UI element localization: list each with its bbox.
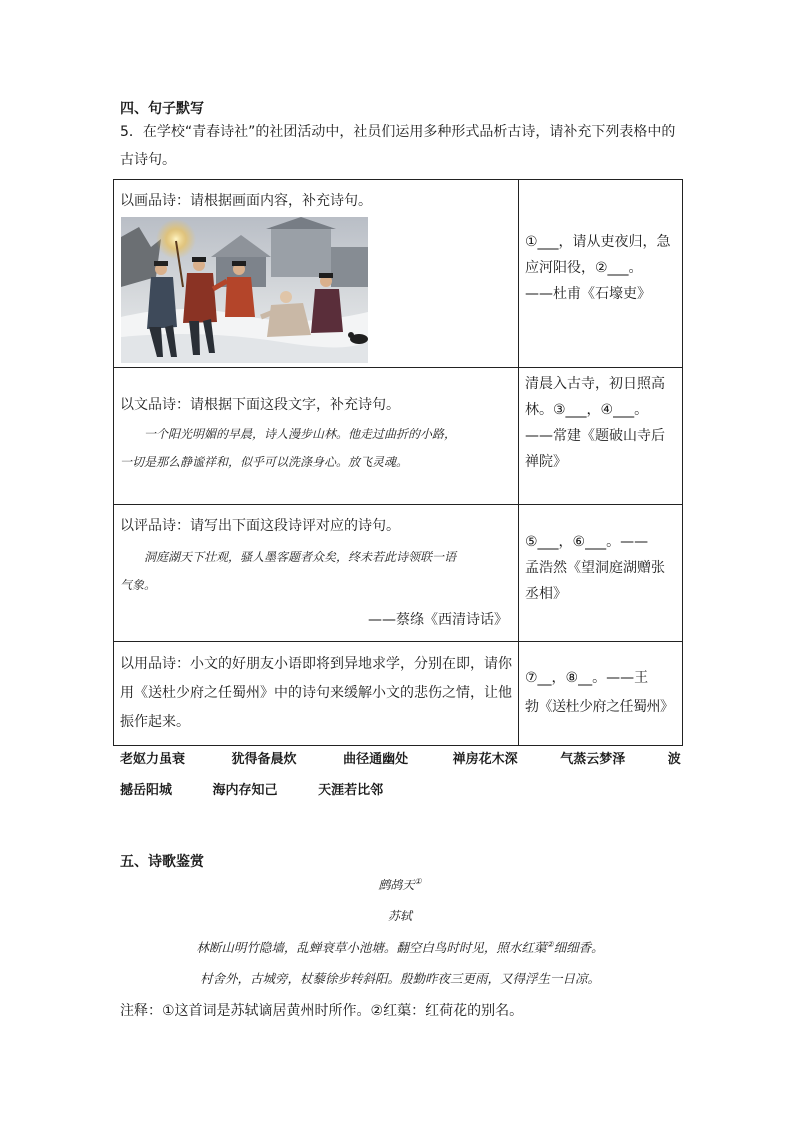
answer-key-item: 气蒸云梦泽 [560,752,626,767]
answer-text [525,229,679,307]
table-cell [114,642,519,746]
table-cell [519,642,683,746]
table-cell [114,505,519,642]
table-cell [114,180,519,368]
answer-text [525,529,679,607]
answer-line: 禅院》 [525,454,567,470]
poem-title [100,876,700,893]
question-line: 古诗句。 [120,152,176,168]
answer-key-item: 天涯若比邻 [318,783,384,798]
task-line: 振作起来。 [120,714,190,730]
table-row [114,180,683,368]
answer-key-item: 撼岳阳城 [120,783,173,798]
answer-text [525,664,685,722]
answer-line: 孟浩然《望洞庭湖赠张 [525,560,665,576]
task-line: 以用品诗：小文的好朋友小语即将到异地求学，分别在即，请你 [120,656,512,672]
task-line: 用《送杜少府之任蜀州》中的诗句来缓解小文的悲伤之情，让他 [120,685,512,701]
passage-source: ——蔡绦《西清诗话》 [368,612,508,628]
answer-line: 勃《送杜少府之任蜀州》 [525,699,674,715]
answer-line: ⑤___，⑥___。—— [525,534,649,550]
answer-key [120,744,690,806]
question-text [120,118,680,174]
answer-line: ——常建《题破山寺后 [525,428,665,444]
task-text [120,650,515,737]
table-cell [114,368,519,505]
poem-author: 苏轼 [387,909,412,923]
passage-line: 洞庭湖天下壮观，骚人墨客题者众矣，终未若此诗领联一语 [144,550,457,564]
footnote-marker: ② [546,939,554,949]
poem-table [113,179,683,746]
table-row [114,505,683,642]
table-row [114,642,683,746]
passage-text [120,420,510,476]
answer-line: 丞相》 [525,586,567,602]
table-cell [519,180,683,368]
answer-key-item: 禅房花木深 [452,752,518,767]
annotation-text: 注释：①这首词是苏轼谪居黄州时所作。②红蕖：红荷花的别名。 [120,1003,524,1019]
task-text: 以文品诗：请根据下面这段文字，补充诗句。 [120,397,400,413]
question-line: 5．在学校“青春诗社”的社团活动中，社员们运用多种形式品析古诗，请补充下列表格中的 [120,124,676,140]
answer-line: ⑦__，⑧__。——王 [525,670,649,686]
answer-line: ——杜甫《石壕吏》 [525,286,651,302]
answer-line: ①___，请从吏夜归，急 [525,234,671,250]
task-text: 以评品诗：请写出下面这段诗评对应的诗句。 [120,518,400,534]
answer-key-item: 曲径通幽处 [343,752,409,767]
passage-line: 一切是那么静谧祥和，似乎可以洗涤身心。放飞灵魂。 [120,455,409,469]
answer-key-line [120,744,690,775]
answer-line: 林。③___，④___。 [525,402,649,418]
passage-line: 气象。 [120,578,157,592]
passage-line: 一个阳光明媚的早晨，诗人漫步山林。他走过曲折的小路， [144,427,457,441]
shihao-officer-painting [121,217,368,363]
passage-text [120,543,510,599]
section-title: 四、句子默写 [120,101,204,117]
poem-text: 细细香。 [553,940,604,955]
table-row [114,368,683,505]
answer-key-item: 海内存知己 [212,783,278,798]
answer-key-item: 波 [667,752,681,767]
section-title: 五、诗歌鉴赏 [120,854,204,870]
poem-line [100,938,700,956]
table-cell [519,505,683,642]
poem-line: 村舍外，古城旁，杖藜徐步转斜阳。殷勤昨夜三更雨，又得浮生一日凉。 [199,971,600,986]
answer-key-item: 老妪力虽衰 [120,752,186,767]
painting-image [121,217,368,363]
task-text: 以画品诗：请根据画面内容，补充诗句。 [120,193,372,209]
answer-key-item: 犹得备晨炊 [231,752,297,767]
answer-key-line [120,775,690,806]
poem-text: 林断山明竹隐墙，乱蝉衰草小池塘。翻空白鸟时时见，照水红蕖 [196,940,547,955]
table-cell [519,368,683,505]
poem-title-text: 鹧鸪天 [378,878,415,892]
footnote-marker: ① [414,877,422,886]
answer-line: 应河阳役，②___。 [525,260,643,276]
answer-text [525,371,679,475]
answer-line: 清晨入古寺，初日照高 [525,376,665,392]
